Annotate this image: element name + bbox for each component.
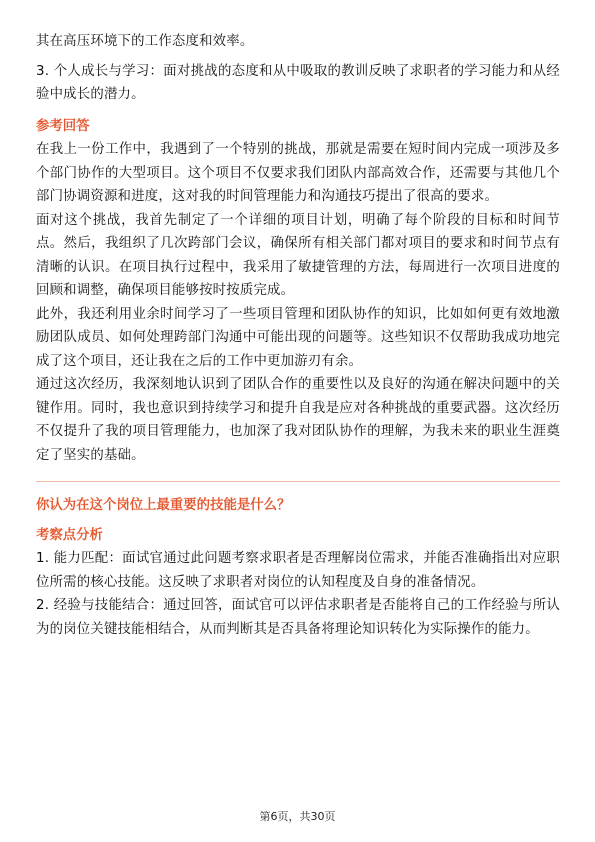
answer-paragraph-3: 此外，我还利用业余时间学习了一些项目管理和团队协作的知识，比如如何更有效地激励团队成员、如何处理跨部门沟通中可能出现的问题等。这些知识不仅帮助我成功地完成了这个项目，还让我在之后的工作中更加游刃有余。 [36, 306, 560, 369]
analysis-paragraph-1: 1. 能力匹配：面试官通过此问题考察求职者是否理解岗位需求，并能否准确指出对应职位所需的核心技能。这反映了求职者对岗位的认知程度及自身的准备情况。 [36, 551, 560, 590]
section-divider [36, 481, 560, 482]
answer-paragraph-1: 在我上一份工作中，我遇到了一个特别的挑战，那就是需要在短时间内完成一项涉及多个部门协作的大型项目。这个项目不仅要求我们团队内部高效合作，还需要与其他几个部门协调资源和进度，这对我的时间管理能力和沟通技巧提出了很高的要求。 [36, 142, 560, 204]
page-footer: 第6页，共30页 [259, 810, 336, 823]
intro-line: 其在高压环境下的工作态度和效率。 [36, 34, 254, 49]
analysis-heading: 考察点分析 [36, 527, 103, 543]
answer-paragraph-2: 面对这个挑战，我首先制定了一个详细的项目计划，明确了每个阶段的目标和时间节点。然后，我组织了几次跨部门会议，确保所有相关部门都对项目的要求和时间节点有清晰的认识。在项目执行过程中，我采用了敏捷管理的方法，每周进行一次项目进度的回顾和调整，确保项目能够按时按质完成。 [36, 212, 560, 298]
analysis-paragraph-2: 2. 经验与技能结合：通过回答，面试官可以评估求职者是否能将自己的工作经验与所认为的岗位关键技能相结合，从而判断其是否具备将理论知识转化为实际操作的能力。 [36, 598, 560, 637]
answer-heading: 参考回答 [36, 118, 90, 134]
answer-paragraph-4: 通过这次经历，我深刻地认识到了团队合作的重要性以及良好的沟通在解决问题中的关键作用。同时，我也意识到持续学习和提升自我是应对各种挑战的重要武器。这次经历不仅提升了我的项目管理能力，也加深了我对团队协作的理解，为我未来的职业生涯奠定了坚实的基础。 [36, 377, 560, 463]
question-heading: 你认为在这个岗位上最重要的技能是什么？ [36, 498, 291, 513]
point-3: 3. 个人成长与学习：面对挑战的态度和从中吸取的教训反映了求职者的学习能力和从经验中成长的潜力。 [36, 63, 560, 102]
page-content [36, 30, 560, 641]
